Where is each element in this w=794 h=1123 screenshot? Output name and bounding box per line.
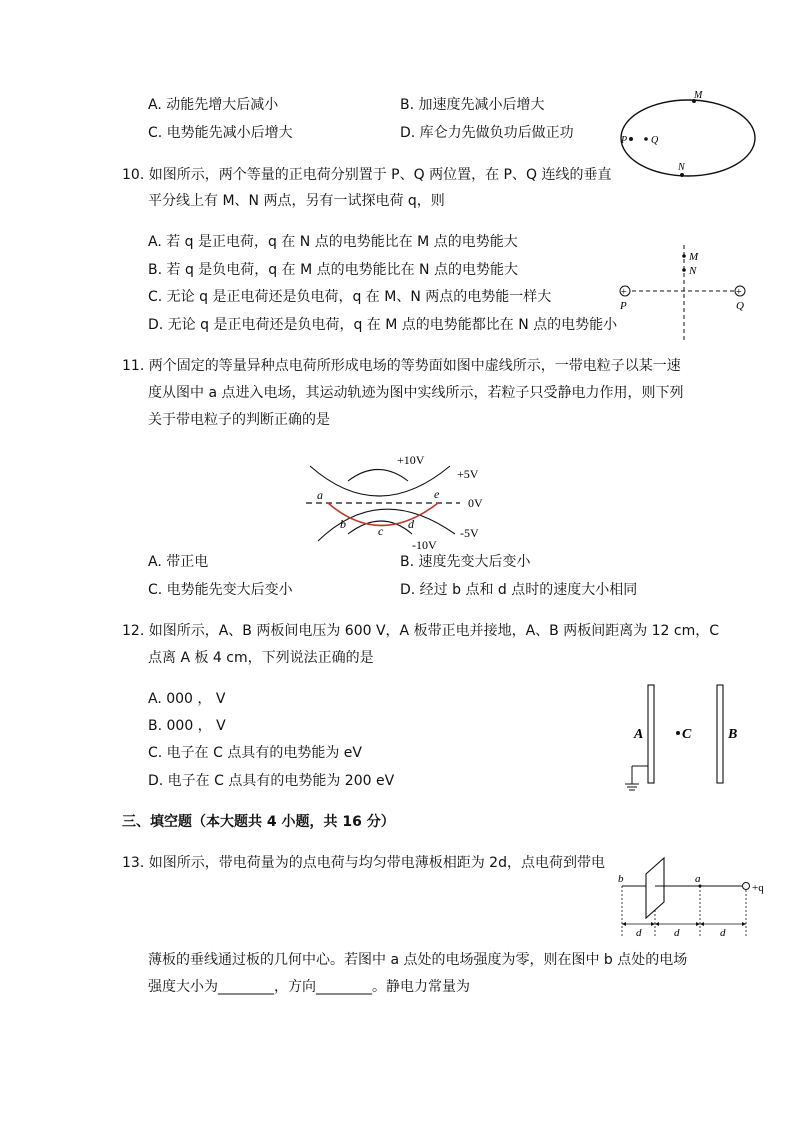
- q9-point-n: [680, 173, 684, 177]
- q10-option-a: A. 若 q 是正电荷，q 在 N 点的电势能比在 M 点的电势能大: [148, 234, 518, 250]
- q9-option-b: B. 加速度先减小后增大: [400, 97, 545, 113]
- q9-option-d: D. 库仑力先做负功后做正功: [400, 125, 574, 141]
- q10-label-p: P: [620, 300, 627, 312]
- q11-option-a: A. 带正电: [148, 554, 209, 570]
- q10-point-n: [682, 268, 686, 272]
- q10-plus-p: +: [621, 287, 627, 298]
- q13-label-b: b: [618, 873, 624, 885]
- q11-label-a: a: [317, 488, 323, 502]
- q13-label-d2: d: [674, 927, 680, 939]
- q11-equipotential-plus10: [348, 470, 408, 482]
- q9-label-n: N: [678, 162, 685, 173]
- q13-charged-plate: [646, 858, 664, 918]
- q12-plates-figure: [620, 680, 760, 800]
- q12-point-c: [676, 731, 680, 735]
- q9-label-m: M: [694, 90, 703, 101]
- q11-label-plus10: +10V: [397, 453, 425, 467]
- q12-label-c: C: [682, 727, 692, 742]
- q11-equipotential-plus5: [310, 466, 450, 496]
- q12-option-a: A. 000 ， V: [148, 691, 226, 707]
- q11-option-c: C. 电势能先变大后变小: [148, 582, 293, 598]
- q12-label-a: A: [634, 727, 644, 742]
- q12-option-d: D. 电子在 C 点具有的电势能为 200 eV: [148, 773, 395, 789]
- q10-option-d: D. 无论 q 是正电荷还是负电荷，q 在 M 点的电势能都比在 N 点的电势能小: [148, 317, 618, 333]
- q10-label-m: M: [689, 251, 699, 263]
- q9-option-c: C. 电势能先减小后增大: [148, 125, 293, 141]
- q13-label-d1: d: [636, 927, 642, 939]
- q11-label-d: d: [408, 517, 414, 531]
- q13-stem-line2: 薄板的垂线通过板的几何中心。若图中 a 点处的电场强度为零，则在图中 b 点处的电场: [148, 952, 688, 968]
- q13-label-a: a: [695, 873, 701, 885]
- q12-plate-a: [648, 685, 654, 783]
- q13-label-d3: d: [720, 927, 726, 939]
- q12-stem-line1: 12. 如图所示，A、B 两板间电压为 600 V，A 板带正电并接地，A、B 两板间距离为 12 cm，C: [122, 623, 720, 639]
- q13-label-q: +q: [752, 882, 764, 894]
- q13-stem-line3: 强度大小为________，方向________。静电力常量为: [148, 979, 470, 995]
- q12-label-b: B: [728, 727, 738, 742]
- q12-plate-b: [717, 685, 723, 783]
- q11-stem-line3: 关于带电粒子的判断正确的是: [148, 412, 330, 428]
- q11-equipotential-figure: [300, 446, 500, 554]
- q13-point-charge: [743, 883, 750, 890]
- q11-label-e: e: [434, 487, 440, 501]
- q11-label-plus5: +5V: [457, 467, 479, 481]
- q9-ellipse-figure: [612, 88, 772, 188]
- q12-option-b: B. 000 ， V: [148, 718, 226, 734]
- q10-label-q: Q: [736, 300, 744, 312]
- q9-label-p: P: [621, 135, 628, 146]
- q13-stem-line1: 13. 如图所示，带电荷量为的点电荷与均匀带电薄板相距为 2d，点电荷到带电: [122, 855, 605, 871]
- q10-stem-line1: 10. 如图所示，两个等量的正电荷分别置于 P、Q 两位置，在 P、Q 连线的垂直: [122, 167, 612, 183]
- q11-option-b: B. 速度先变大后变小: [400, 554, 531, 570]
- q10-plus-q: +: [736, 287, 742, 298]
- q10-label-n: N: [689, 265, 697, 277]
- q11-label-b: b: [340, 517, 346, 531]
- q9-label-q: Q: [651, 135, 659, 146]
- q11-label-c: c: [378, 524, 384, 538]
- q12-stem-line2: 点离 A 板 4 cm，下列说法正确的是: [148, 650, 374, 666]
- q10-charges-figure: [612, 243, 760, 343]
- q10-option-b: B. 若 q 是负电荷，q 在 M 点的电势能比在 N 点的电势能大: [148, 262, 518, 278]
- section-3-heading: 三、填空题（本大题共 4 小题，共 16 分）: [122, 814, 395, 830]
- q10-stem-line2: 平分线上有 M、N 两点，另有一试探电荷 q，则: [148, 193, 445, 209]
- q9-point-p: [629, 137, 633, 141]
- q9-orbit-ellipse: [621, 100, 755, 176]
- q11-stem-line2: 度从图中 a 点进入电场，其运动轨迹为图中实线所示，若粒子只受静电力作用，则下列: [148, 385, 684, 401]
- q10-option-c: C. 无论 q 是正电荷还是负电荷，q 在 M、N 两点的电势能一样大: [148, 289, 552, 305]
- q11-option-d: D. 经过 b 点和 d 点时的速度大小相同: [400, 582, 638, 598]
- q11-label-minus10: -10V: [412, 538, 437, 552]
- q11-label-zero: 0V: [468, 496, 483, 510]
- q10-point-m: [682, 254, 686, 258]
- q12-option-c: C. 电子在 C 点具有的电势能为 eV: [148, 745, 362, 761]
- q11-label-minus5: -5V: [460, 526, 479, 540]
- q9-option-a: A. 动能先增大后减小: [148, 97, 279, 113]
- q11-stem-line1: 11. 两个固定的等量异种点电荷所形成电场的等势面如图中虚线所示，一带电粒子以某一速: [122, 358, 681, 374]
- q9-point-q: [644, 137, 648, 141]
- q13-plate-figure: [612, 850, 784, 940]
